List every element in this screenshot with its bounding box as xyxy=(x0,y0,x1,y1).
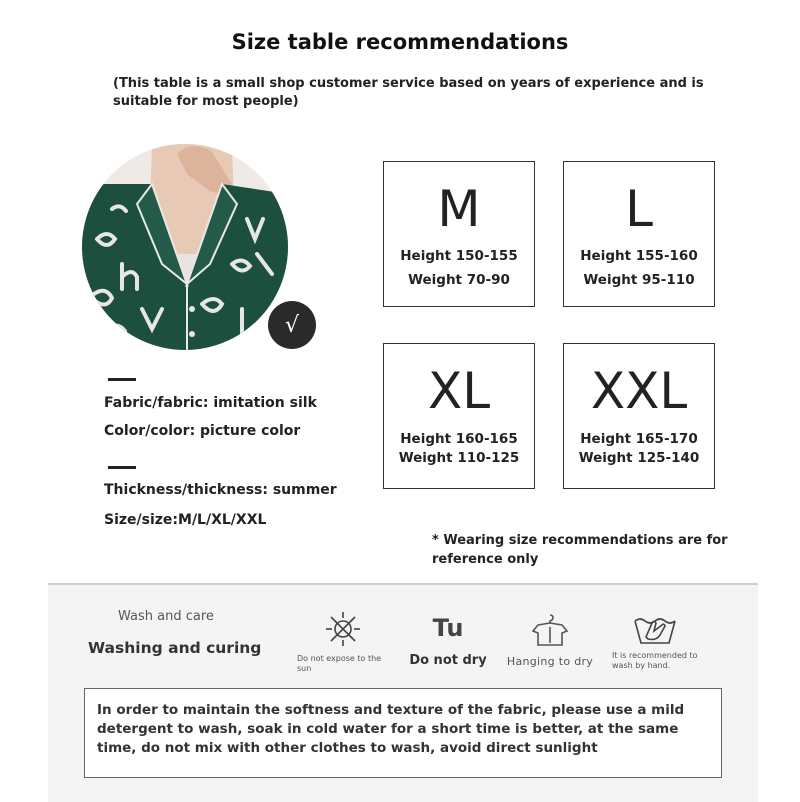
hand-wash-icon xyxy=(632,611,678,647)
size-weight: Weight 110-125 xyxy=(398,450,520,466)
hanging-shirt-icon xyxy=(530,613,570,647)
care-item-no-sun xyxy=(293,610,393,674)
care-item-no-dry xyxy=(403,611,493,668)
divider-dash xyxy=(108,466,136,469)
care-section xyxy=(48,583,758,802)
page-title: Size table recommendations xyxy=(231,30,569,54)
size-height: Height 160-165 xyxy=(400,431,518,447)
page-subtitle: (This table is a small shop customer service based on years of experience and is suitable for most people) xyxy=(113,76,704,109)
care-item-hand-wash xyxy=(610,611,700,671)
size-label: M xyxy=(437,180,481,238)
size-info: Size/size:M/L/XL/XXL xyxy=(104,512,267,528)
sun-crossed-icon xyxy=(323,610,363,648)
size-weight: Weight 95-110 xyxy=(583,272,695,288)
divider-dash xyxy=(108,378,136,381)
size-card-m xyxy=(383,161,535,307)
size-card-l xyxy=(563,161,715,307)
tu-text: Tu xyxy=(432,614,464,642)
size-height: Height 155-160 xyxy=(580,248,698,264)
check-icon: √ xyxy=(268,301,316,349)
care-title: Washing and curing xyxy=(88,639,262,657)
thickness-info: Thickness/thickness: summer xyxy=(104,482,337,498)
size-label: XL xyxy=(427,362,491,420)
size-card-xxl xyxy=(563,343,715,489)
model-photo xyxy=(82,144,288,350)
size-height: Height 165-170 xyxy=(580,431,698,447)
size-label: L xyxy=(625,180,653,238)
care-label: Do not dry xyxy=(409,653,487,668)
fabric-info: Fabric/fabric: imitation silk xyxy=(104,395,317,411)
care-label: Hanging to dry xyxy=(506,655,594,668)
size-card-xl xyxy=(383,343,535,489)
color-info: Color/color: picture color xyxy=(104,423,301,439)
care-label: Do not expose to the sun xyxy=(297,654,382,673)
size-weight: Weight 125-140 xyxy=(578,450,700,466)
size-note: * Wearing size recommendations are for reference only xyxy=(432,533,728,567)
care-item-hang-dry xyxy=(498,613,602,668)
care-small-title: Wash and care xyxy=(118,609,214,624)
size-height: Height 150-155 xyxy=(400,248,518,264)
care-instructions: In order to maintain the softness and texture of the fabric, please use a mild detergent to wash, soak in cold water for a short time is better, at the same time, do not mix with other clothes to wash, avoid direct sunlight xyxy=(84,688,722,778)
size-weight: Weight 70-90 xyxy=(408,272,510,288)
size-label: XXL xyxy=(590,362,688,420)
care-label: It is recommended to wash by hand. xyxy=(612,651,698,670)
